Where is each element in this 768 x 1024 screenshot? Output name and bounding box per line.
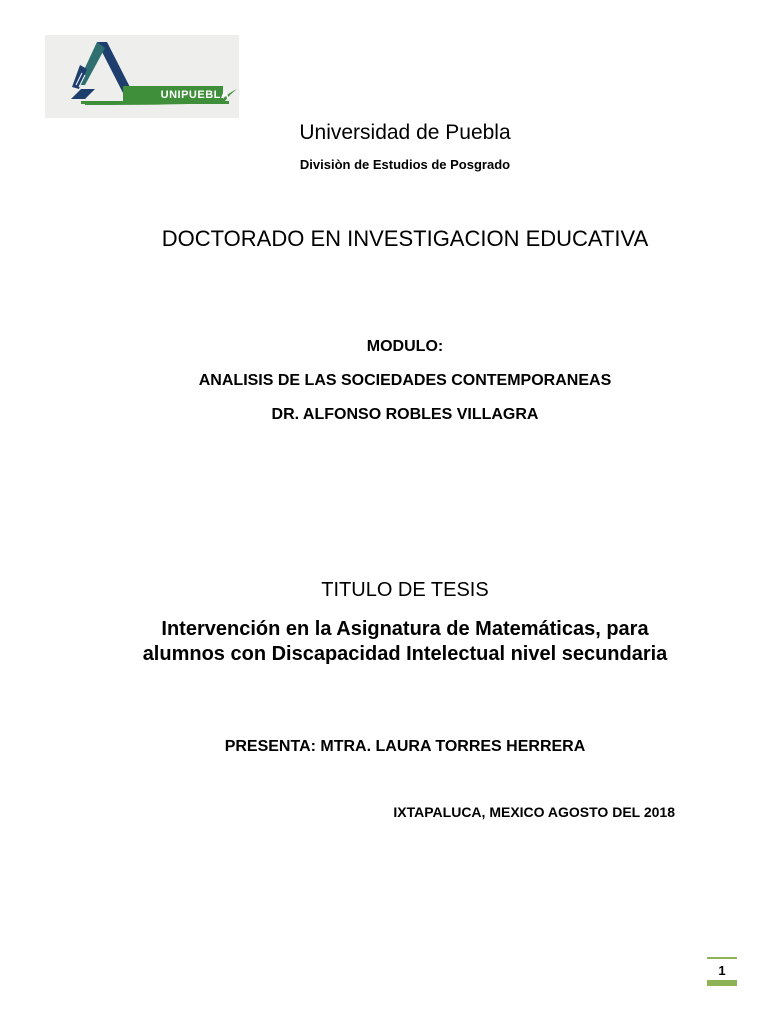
logo-text: UNIPUEBLA bbox=[160, 89, 230, 101]
thesis-title: Intervención en la Asignatura de Matemáticas, para alumnos con Discapacidad Intelectual nivel secundaria bbox=[142, 618, 668, 665]
program-title: DOCTORADO EN INVESTIGACION EDUCATIVA bbox=[161, 226, 649, 251]
university-logo bbox=[45, 35, 239, 118]
division-name: Divisiòn de Estudios de Posgrado bbox=[299, 157, 511, 172]
university-name: Universidad de Puebla bbox=[299, 121, 511, 144]
module-name: ANALISIS DE LAS SOCIEDADES CONTEMPORANEAS bbox=[198, 372, 612, 389]
place-date: IXTAPALUCA, MEXICO AGOSTO DEL 2018 bbox=[393, 804, 675, 820]
module-label: MODULO: bbox=[366, 338, 444, 355]
presenter: PRESENTA: MTRA. LAURA TORRES HERRERA bbox=[224, 738, 586, 755]
professor-name: DR. ALFONSO ROBLES VILLAGRA bbox=[271, 406, 539, 423]
page-number-box bbox=[707, 957, 737, 987]
page-number-bottom-bar bbox=[707, 980, 737, 986]
thesis-label: TITULO DE TESIS bbox=[321, 579, 489, 601]
unipuebla-logo-icon bbox=[45, 35, 239, 118]
page-number: 1 bbox=[718, 963, 726, 978]
page-number-top-rule bbox=[707, 957, 737, 959]
